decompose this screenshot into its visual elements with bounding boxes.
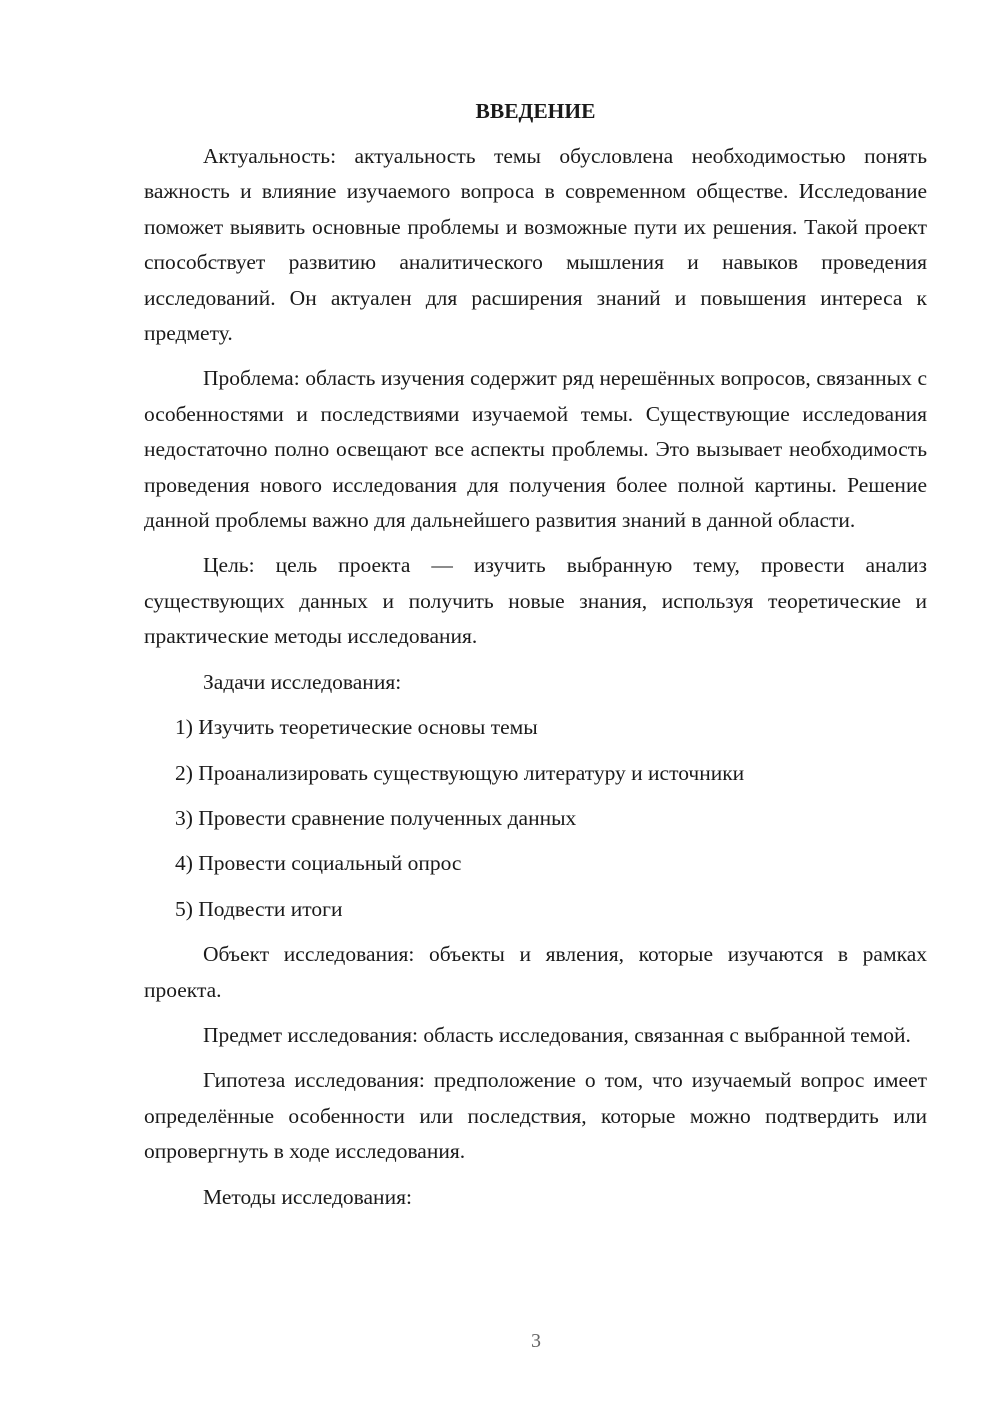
task-item: 3) Провести сравнение полученных данных xyxy=(175,805,577,830)
task-item: 2) Проанализировать существующую литературу и источники xyxy=(175,760,745,785)
goal-paragraph: Цель: цель проекта — изучить выбранную тему, провести анализ существующих данных и получить новые знания, используя теоретические и практические методы исследования. xyxy=(144,553,927,649)
task-item: 4) Провести социальный опрос xyxy=(175,851,462,876)
page-number: 3 xyxy=(531,1330,541,1352)
page-title: ВВЕДЕНИЕ xyxy=(475,99,596,123)
object-paragraph: Объект исследования: объекты и явления, которые изучаются в рамках проекта. xyxy=(144,942,927,1002)
hypothesis-paragraph: Гипотеза исследования: предположение о том, что изучаемый вопрос имеет определённые особенности или последствия, которые можно подтвердить или опровергнуть в ходе исследования. xyxy=(144,1068,927,1164)
subject-paragraph: Предмет исследования: область исследования, связанная с выбранной темой. xyxy=(203,1022,911,1047)
document-body xyxy=(144,94,927,1225)
tasks-heading: Задачи исследования: xyxy=(203,669,402,694)
problem-paragraph: Проблема: область изучения содержит ряд нерешённых вопросов, связанных с особенностями и последствиями изучаемой темы. Существующие исследования недостаточно полно освещают все аспекты проблемы. Это вызывает необходимость проведения нового исследования для получения более полной картины. Решение данной проблемы важно для дальнейшего развития знаний в данной области. xyxy=(144,366,927,533)
task-item: 5) Подвести итоги xyxy=(175,896,343,921)
tasks-list xyxy=(144,710,927,927)
task-item: 1) Изучить теоретические основы темы xyxy=(175,715,538,740)
methods-heading: Методы исследования: xyxy=(203,1184,412,1209)
relevance-paragraph: Актуальность: актуальность темы обусловлена необходимостью понять важность и влияние изучаемого вопроса в современном обществе. Исследование поможет выявить основные проблемы и возможные пути их решения. Такой проект способствует развитию аналитического мышления и навыков проведения исследований. Он актуален для расширения знаний и повышения интереса к предмету. xyxy=(144,144,927,346)
